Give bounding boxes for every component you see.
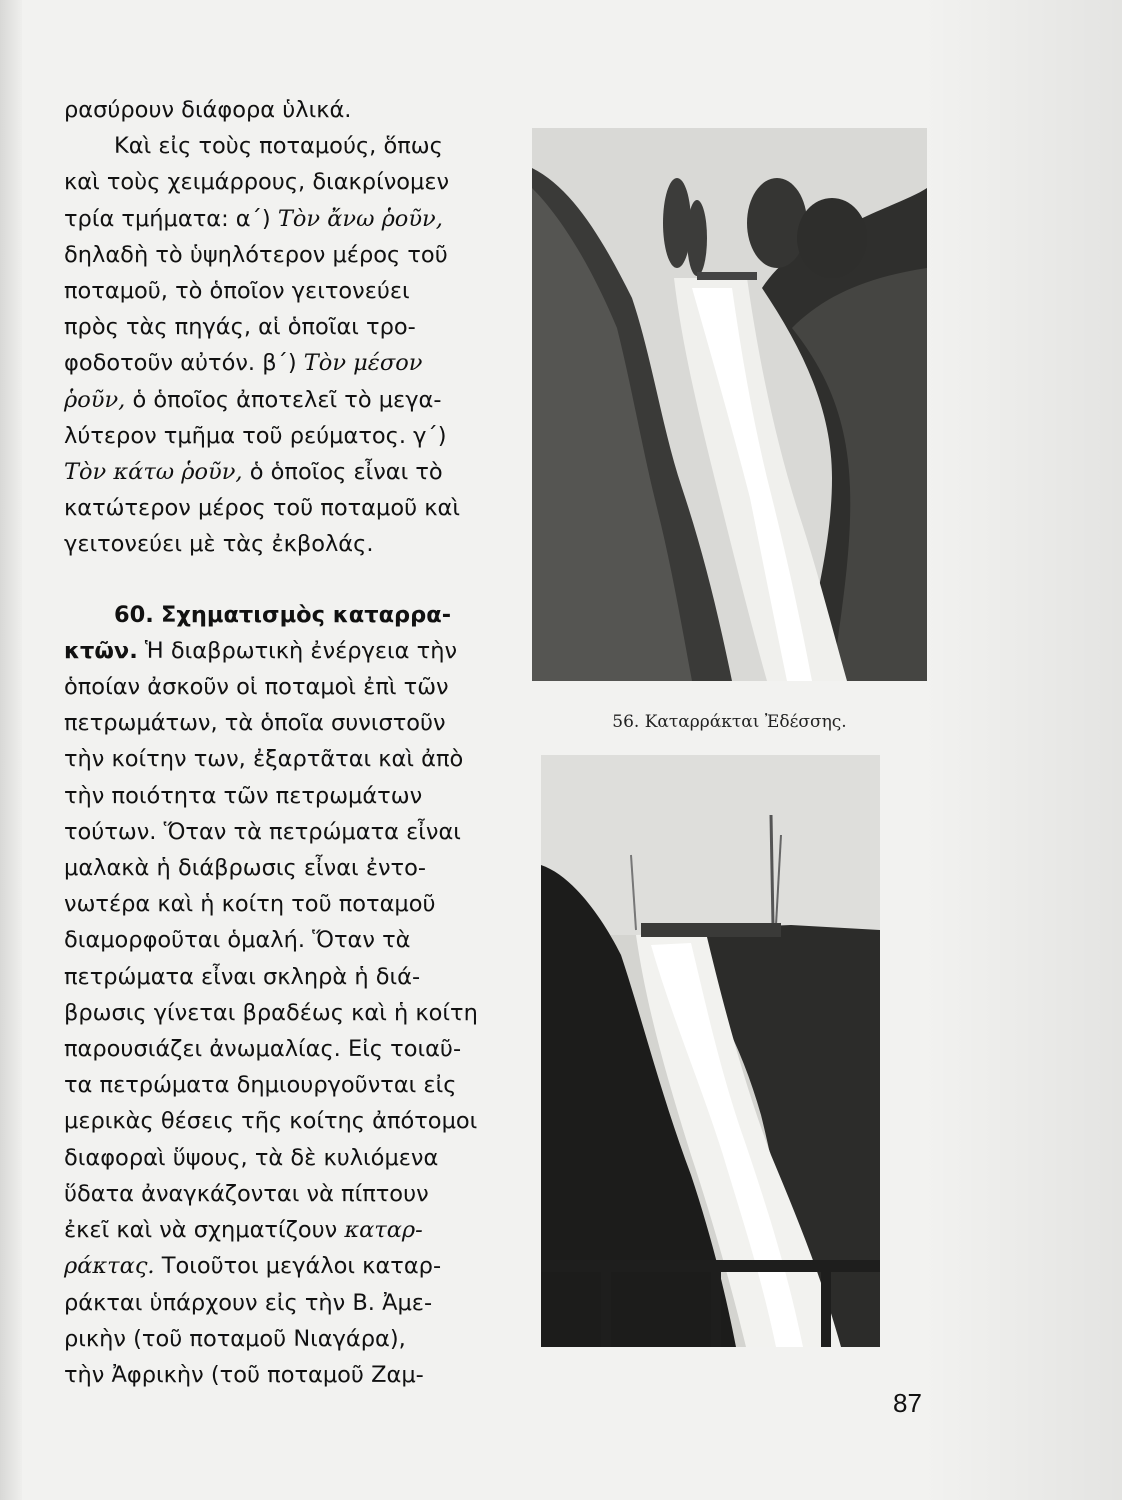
- text-line: ρικὴν (τοῦ ποταμοῦ Νιαγάρα),: [64, 1325, 406, 1352]
- text-segment: Τοιοῦτοι μεγάλοι καταρ-: [154, 1253, 442, 1280]
- waterfall-photo-bottom: [541, 755, 880, 1347]
- text-line: ρασύρουν διάφορα ὑλικά.: [64, 97, 352, 123]
- italic-term: Τὸν ἄνω ῥοῦν,: [277, 205, 443, 232]
- section-number: 60.: [114, 601, 154, 628]
- text-line: ράκται ὑπάρχουν εἰς τὴν Β. Ἀμε-: [64, 1289, 433, 1316]
- text-segment: ὁ ὁποῖος ἀποτελεῖ τὸ μεγα-: [125, 386, 442, 413]
- italic-term: Τὸν κάτω ῥοῦν,: [64, 459, 243, 486]
- text-line: τὴν Ἀφρικὴν (τοῦ ποταμοῦ Ζαμ-: [64, 1361, 424, 1388]
- section-heading-line: [64, 597, 504, 633]
- figure-caption: 56. Καταρράκται Ἐδέσσης.: [612, 712, 847, 732]
- text-segment: ὁ ὁποῖος εἶναι τὸ: [242, 459, 443, 486]
- italic-term: ράκτας.: [64, 1253, 155, 1280]
- text-line: [64, 382, 504, 418]
- italic-term: καταρ-: [344, 1217, 423, 1244]
- text-line: πετρώματα εἶναι σκληρὰ ἡ διά-: [64, 963, 421, 990]
- text-line: τὴν κοίτην των, ἐξαρτᾶται καὶ ἀπὸ: [64, 746, 464, 773]
- page-edge-shadow: [922, 0, 1122, 1500]
- text-line: νωτέρα καὶ ἡ κοίτη τοῦ ποταμοῦ: [64, 891, 436, 918]
- waterfall-photo-top-image: [532, 128, 927, 681]
- text-segment: φοδοτοῦν αὐτόν. β΄): [64, 350, 304, 377]
- text-segment: Ἡ διαβρωτικὴ ἐνέργεια τὴν: [137, 637, 458, 664]
- text-line: [64, 1248, 504, 1284]
- text-line: [64, 454, 504, 490]
- page-number: 87: [893, 1388, 922, 1418]
- text-line: [64, 633, 504, 669]
- text-line: γειτονεύει μὲ τὰς ἐκβολάς.: [64, 531, 374, 558]
- text-line: τὴν ποιότητα τῶν πετρωμάτων: [64, 782, 423, 809]
- text-line: [64, 1212, 504, 1248]
- section-title: Σχηματισμὸς καταρρα-: [161, 601, 452, 628]
- text-segment: ἐκεῖ καὶ νὰ σχηματίζουν: [64, 1217, 345, 1244]
- italic-term: Τὸν μέσον: [303, 350, 423, 377]
- text-line: λύτερον τμῆμα τοῦ ρεύματος. γ΄): [64, 422, 447, 449]
- text-line: βρωσις γίνεται βραδέως καὶ ἡ κοίτη: [64, 999, 478, 1026]
- text-line: παρουσιάζει ἀνωμαλίας. Εἰς τοιαῦ-: [64, 1036, 462, 1063]
- text-line: ποταμοῦ, τὸ ὁποῖον γειτονεύει: [64, 278, 410, 305]
- paragraph-gap: [64, 563, 504, 597]
- text-line: διαφοραὶ ὕψους, τὰ δὲ κυλιόμενα: [64, 1144, 439, 1171]
- text-line: τα πετρώματα δημιουργοῦνται εἰς: [64, 1072, 457, 1099]
- text-line: καὶ τοὺς χειμάρρους, διακρίνομεν: [64, 169, 450, 196]
- text-line: Καὶ εἰς τοὺς ποταμούς, ὅπως: [114, 133, 443, 160]
- main-text-column: [64, 92, 504, 1393]
- text-line: κατώτερον μέρος τοῦ ποταμοῦ καὶ: [64, 495, 460, 522]
- text-line: ὕδατα ἀναγκάζονται νὰ πίπτουν: [64, 1180, 429, 1207]
- section-title-continued: κτῶν.: [64, 637, 138, 664]
- text-line: δηλαδὴ τὸ ὑψηλότερον μέρος τοῦ: [64, 241, 448, 268]
- text-line: πετρωμάτων, τὰ ὁποῖα συνιστοῦν: [64, 710, 446, 737]
- waterfall-photo-bottom-image: [541, 755, 880, 1347]
- italic-term: ῥοῦν,: [64, 386, 126, 413]
- text-segment: τρία τμήματα: α΄): [64, 205, 278, 232]
- text-line: πρὸς τὰς πηγάς, αἱ ὁποῖαι τρο-: [64, 314, 416, 341]
- text-line: [64, 201, 504, 237]
- page-gutter-shadow: [0, 0, 22, 1500]
- text-line: διαμορφοῦται ὁμαλή. Ὅταν τὰ: [64, 927, 411, 954]
- text-line: ὁποίαν ἀσκοῦν οἱ ποταμοὶ ἐπὶ τῶν: [64, 674, 449, 701]
- waterfall-photo-top: [532, 128, 927, 681]
- text-line: [64, 345, 504, 381]
- text-line: μερικὰς θέσεις τῆς κοίτης ἀπότομοι: [64, 1108, 478, 1135]
- text-line: τούτων. Ὅταν τὰ πετρώματα εἶναι: [64, 818, 461, 845]
- text-line: μαλακὰ ἡ διάβρωσις εἶναι ἐντο-: [64, 855, 426, 882]
